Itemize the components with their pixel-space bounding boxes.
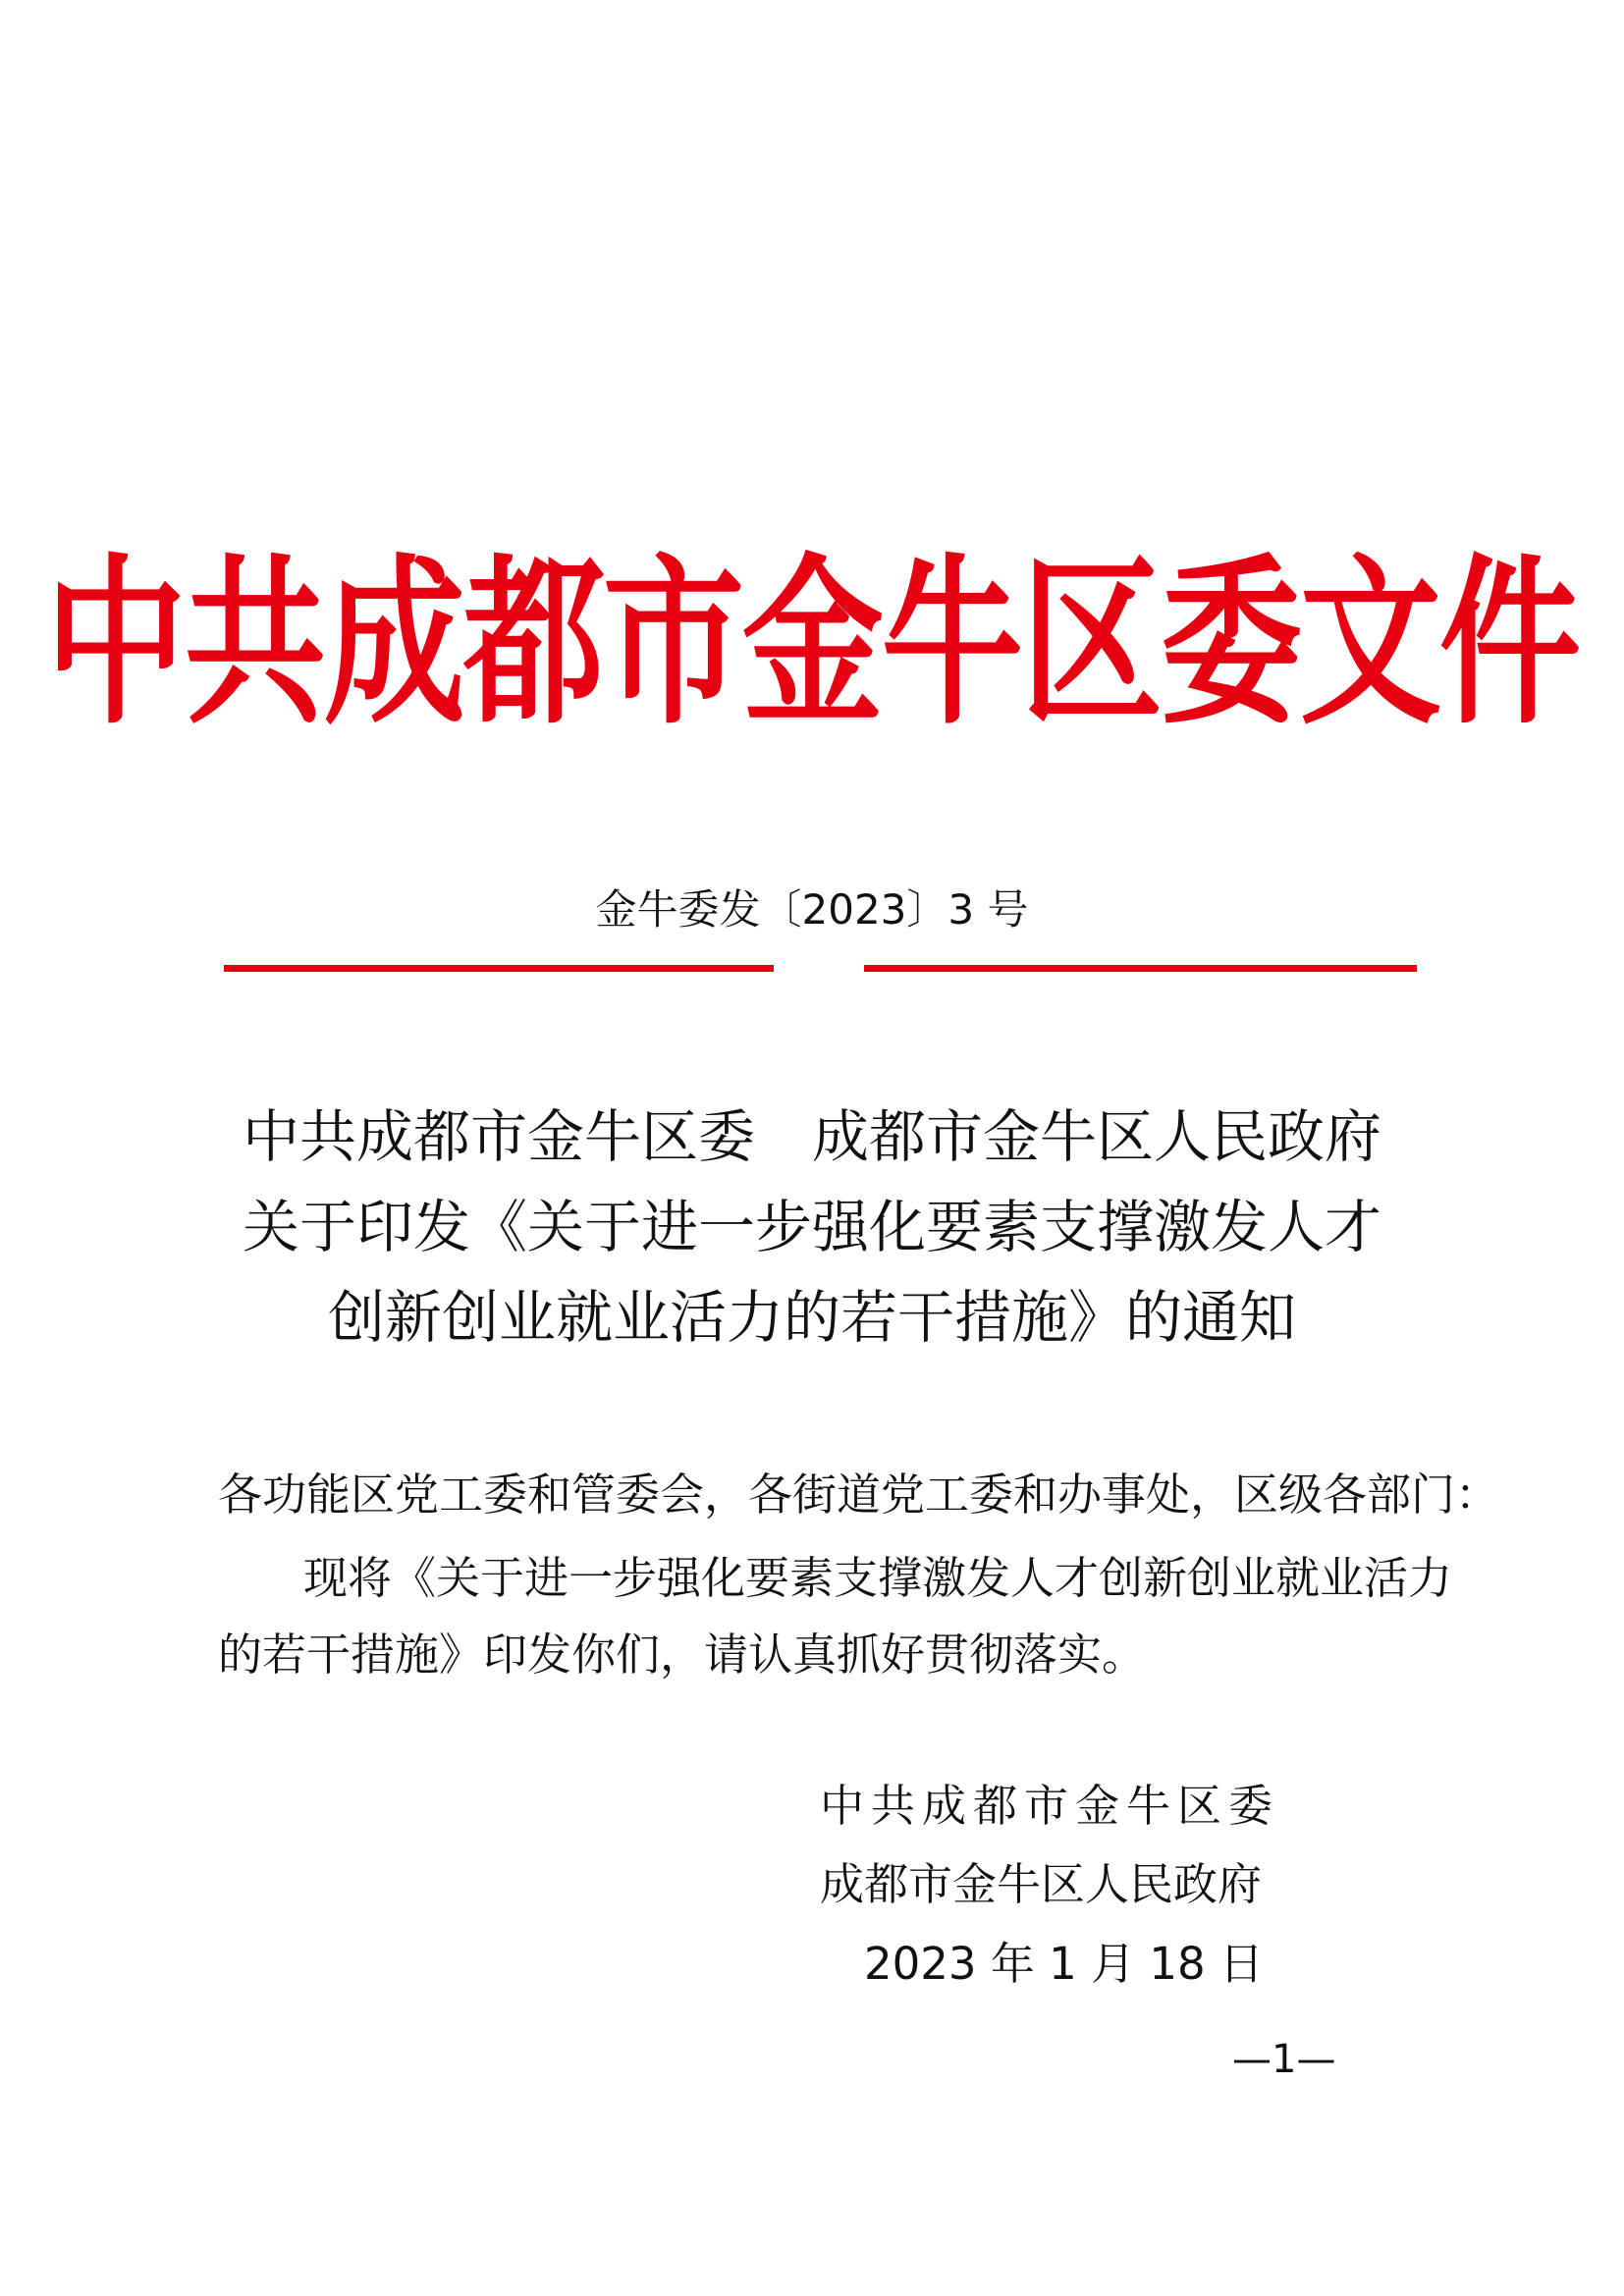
document-subject <box>196 1092 1428 1362</box>
addressee-line: 各功能区党工委和管委会，各街道党工委和办事处，区级各部门： <box>218 1468 1500 1521</box>
page-number: —1— <box>1232 2037 1336 2082</box>
subject-line-1: 中共成都市金牛区委 成都市金牛区人民政府 <box>242 1103 1381 1170</box>
signature-date: 2023 年 1 月 18 日 <box>864 1938 1264 1990</box>
subject-line-3: 创新创业就业活力的若干措施》的通知 <box>327 1284 1296 1351</box>
signature-org-government: 成都市金牛区人民政府 <box>820 1858 1263 1910</box>
body-paragraph-line-2: 的若干措施》印发你们，请认真抓好贯彻落实。 <box>218 1629 1147 1681</box>
document-masthead-title: 中共成都市金牛区委文件 <box>44 537 1579 749</box>
signature-org-party-committee: 中共成都市金牛区委 <box>820 1780 1280 1832</box>
red-rule-left <box>224 965 774 972</box>
red-rule-right <box>864 965 1417 972</box>
document-number: 金牛委发〔2023〕3 号 <box>595 885 1029 934</box>
subject-line-2: 关于印发《关于进一步强化要素支撑激发人才 <box>242 1194 1381 1260</box>
body-paragraph-line-1: 现将《关于进一步强化要素支撑激发人才创新创业就业活力 <box>303 1552 1453 1604</box>
